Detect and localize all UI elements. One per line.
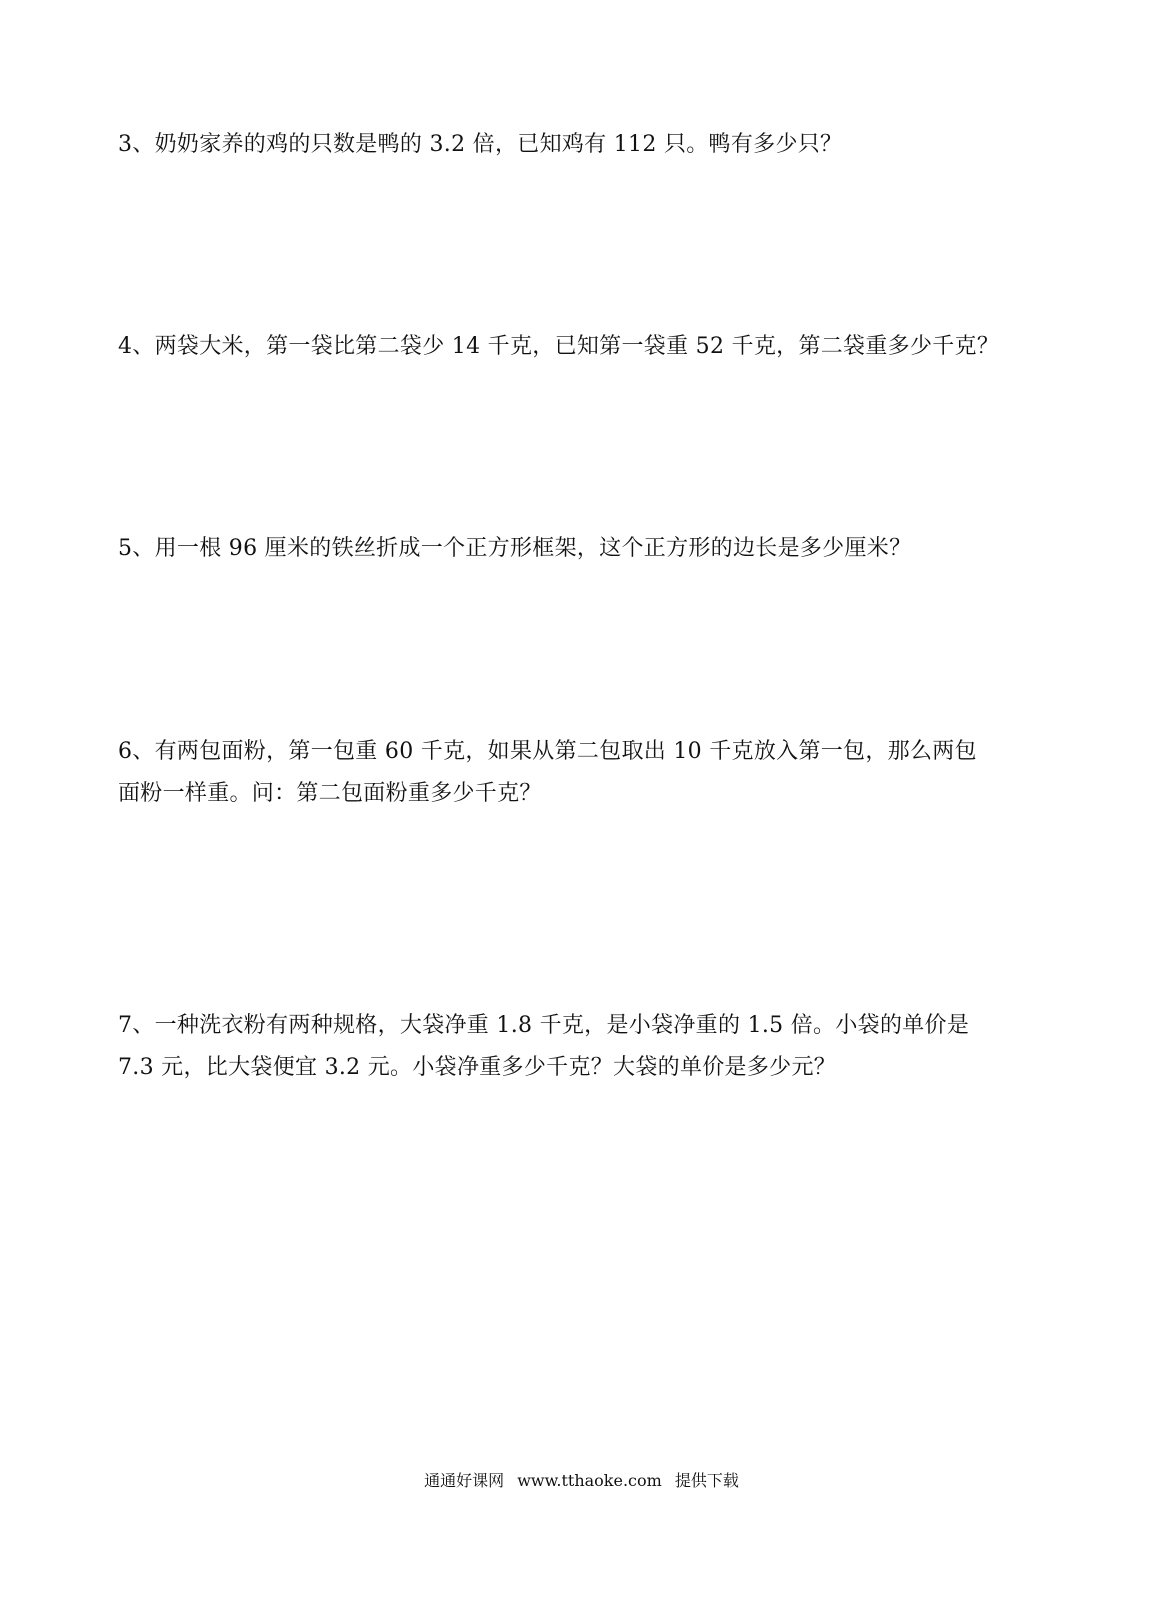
footer-suffix: 提供下载 bbox=[674, 1471, 739, 1490]
problem-3 bbox=[118, 124, 1048, 166]
problem-5 bbox=[118, 528, 1048, 570]
problem-6-line-1: 6、有两包面粉，第一包重 60 千克，如果从第二包取出 10 千克放入第一包，那么两包 bbox=[118, 739, 977, 764]
problem-7-line-1: 7、一种洗衣粉有两种规格，大袋净重 1.8 千克，是小袋净重的 1.5 倍。小袋的单价是 bbox=[118, 1013, 970, 1038]
footer-url[interactable]: www.tthaoke.com bbox=[517, 1471, 662, 1490]
page-footer bbox=[0, 1470, 1163, 1492]
footer-site-name: 通通好课网 bbox=[424, 1471, 505, 1490]
problem-7 bbox=[118, 1005, 1048, 1089]
problem-7-line-2: 7.3 元，比大袋便宜 3.2 元。小袋净重多少千克？大袋的单价是多少元？ bbox=[118, 1055, 837, 1080]
problem-6 bbox=[118, 731, 1048, 815]
problem-3-line-1: 3、奶奶家养的鸡的只数是鸭的 3.2 倍，已知鸡有 112 只。鸭有多少只？ bbox=[118, 132, 843, 157]
problem-4-line-1: 4、两袋大米，第一袋比第二袋少 14 千克，已知第一袋重 52 千克，第二袋重多少千克？ bbox=[118, 334, 1000, 359]
problem-6-line-2: 面粉一样重。问：第二包面粉重多少千克？ bbox=[118, 781, 542, 806]
problem-5-line-1: 5、用一根 96 厘米的铁丝折成一个正方形框架，这个正方形的边长是多少厘米？ bbox=[118, 536, 912, 561]
problem-4 bbox=[118, 326, 1048, 368]
